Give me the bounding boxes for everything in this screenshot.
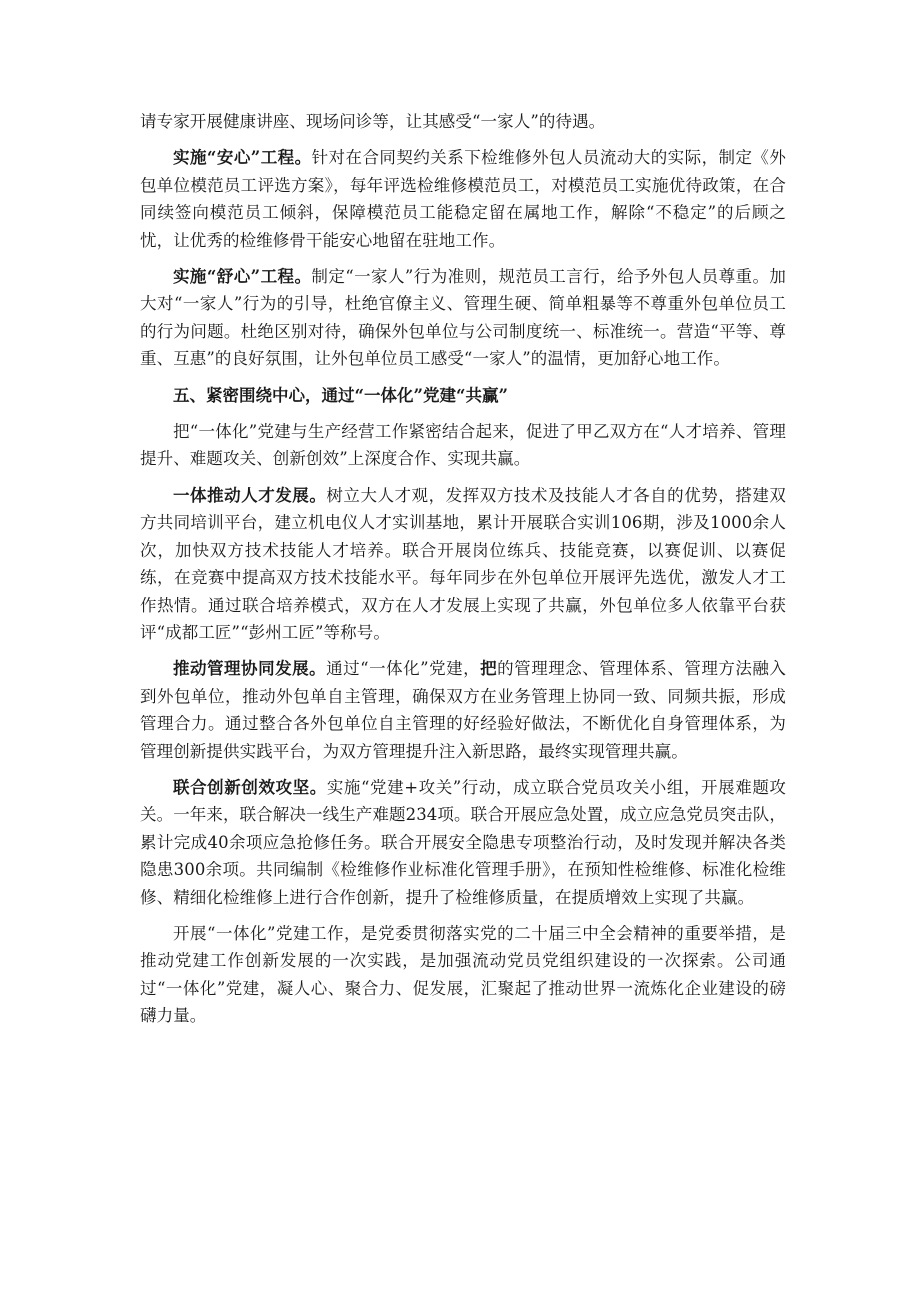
paragraph-text: 请专家开展健康讲座、现场问诊等，让其感受“一家人”的待遇。 — [140, 112, 606, 131]
document-page — [140, 108, 786, 1039]
paragraph-conclusion — [140, 920, 786, 1030]
paragraph-bold-word: 把 — [480, 659, 498, 679]
section-heading-five: 五、紧密围绕中心，通过“一体化”党建“共赢” — [173, 385, 508, 405]
paragraph-shuxin-project — [140, 263, 786, 373]
paragraph-lead: 推动管理协同发展。 — [173, 659, 327, 679]
paragraph-anxin-project — [140, 144, 786, 254]
paragraph-integration-intro — [140, 418, 786, 473]
paragraph-text: 制定“一家人”行为准则，规范员工言行，给予外包人员尊重。加大对“一家人”行为的引导，杜绝官僚主义、管理生硬、简单粗暴等不尊重外包单位员工的行为问题。杜绝区别对待，确保外包单位与公司制度统一、标准统一。营造“平等、尊重、互惠”的良好氛围，让外包单位员工感受“一家人”的温情，更加舒心地工作。 — [140, 267, 786, 369]
paragraph-management-coordination — [140, 655, 786, 765]
paragraph-lead: 实施“舒心”工程。 — [173, 267, 312, 287]
paragraph-text: 开展“一体化”党建工作，是党委贯彻落实党的二十届三中全会精神的重要举措，是推动党建工作创新发展的一次实践，是加强流动党员党组织建设的一次探索。公司通过“一体化”党建，凝人心、聚合力、促发展，汇聚起了推动世界一流炼化企业建设的磅礴力量。 — [140, 923, 786, 1026]
paragraph-lead: 一体推动人才发展。 — [173, 485, 327, 505]
paragraph-talent-development — [140, 482, 786, 646]
paragraph-joint-innovation — [140, 774, 786, 911]
paragraph-health-lectures — [140, 108, 786, 135]
paragraph-text: 实施“党建+攻关”行动，成立联合党员攻关小组，开展难题攻关。一年来，联合解决一线生产难题234项。联合开展应急处置，成立应急党员突击队，累计完成40余项应急抢修任务。联合开展安全隐患专项整治行动，及时发现并解决各类隐患300余项。共同编制《检维修作业标准化管理手册》，在预知性检维修、标准化检维修、精细化检维修上进行合作创新，提升了检维修质量，在提质增效上实现了共赢。 — [140, 777, 787, 907]
paragraph-text-part-b: 的管理理念、管理体系、管理方法融入到外包单位，推动外包单自主管理，确保双方在业务管理上协同一致、同频共振，形成管理合力。通过整合各外包单位自主管理的好经验好做法，不断优化自身管理体系，为管理创新提供实践平台，为双方管理提升注入新思路，最终实现管理共赢。 — [140, 659, 786, 761]
paragraph-text: 把“一体化”党建与生产经营工作紧密结合起来，促进了甲乙双方在“人才培养、管理提升、难题攻关、创新创效”上深度合作、实现共赢。 — [140, 422, 786, 469]
paragraph-text: 针对在合同契约关系下检维修外包人员流动大的实际，制定《外包单位模范员工评选方案》，每年评选检维修模范员工，对模范员工实施优待政策，在合同续签向模范员工倾斜，保障模范员工能稳定留在属地工作，解除“不稳定”的后顾之忧，让优秀的检维修骨干能安心地留在驻地工作。 — [140, 148, 786, 250]
paragraph-lead: 联合创新创效攻坚。 — [173, 777, 327, 797]
paragraph-text: 树立大人才观，发挥双方技术及技能人才各自的优势，搭建双方共同培训平台，建立机电仪人才实训基地，累计开展联合实训106期，涉及1000余人次，加快双方技术技能人才培养。联合开展岗位练兵、技能竞赛，以赛促训、以赛促练，在竞赛中提高双方技术技能水平。每年同步在外包单位开展评先选优，激发人才工作热情。通过联合培养模式，双方在人才发展上实现了共赢，外包单位多人依靠平台获评“成都工匠”“彭州工匠”等称号。 — [140, 485, 786, 642]
paragraph-lead: 实施“安心”工程。 — [173, 148, 312, 168]
paragraph-text-part-a: 通过“一体化”党建， — [326, 659, 481, 679]
